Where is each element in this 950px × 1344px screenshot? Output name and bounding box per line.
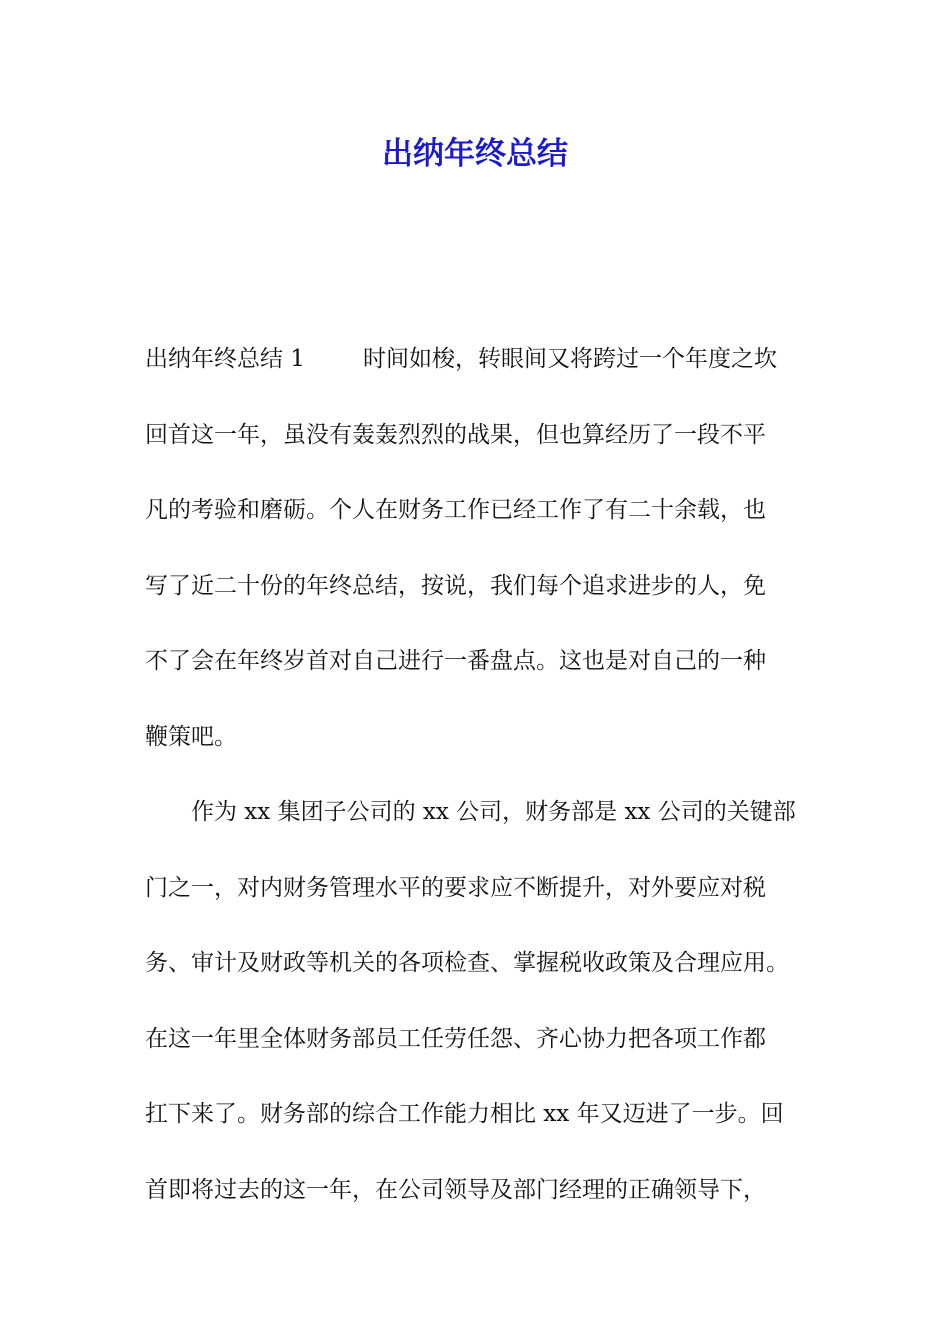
text-line: 门之一，对内财务管理水平的要求应不断提升，对外要应对税 (145, 874, 766, 901)
text-line: 扛下来了。财务部的综合工作能力相比 xx 年又迈进了一步。回 (145, 1101, 784, 1127)
paragraph-1 (145, 322, 820, 775)
text-line: 凡的考验和磨砺。个人在财务工作已经工作了有二十余载，也 (145, 497, 766, 523)
text-line: 写了近二十份的年终总结，按说，我们每个追求进步的人，免 (145, 572, 766, 599)
paragraph-2 (145, 775, 820, 1228)
text-line-content: 作为 xx 集团子公司的 xx 公司，财务部是 xx 公司的关键部 (191, 799, 796, 825)
text-line: 回首这一年，虽没有轰轰烈烈的战果，但也算经历了一段不平 (145, 421, 766, 448)
section-heading: 出纳年终总结 1 (145, 346, 305, 372)
document-title: 出纳年终总结 (382, 136, 568, 172)
text-line: 务、审计及财政等机关的各项检查、掌握税收政策及合理应用。 (145, 950, 789, 976)
text-line-content: 时间如梭，转眼间又将跨过一个年度之坎 (362, 346, 777, 372)
text-line (145, 322, 820, 398)
text-line: 鞭策吧。 (145, 723, 237, 750)
text-line: 在这一年里全体财务部员工任劳任怨、齐心协力把各项工作都 (145, 1025, 766, 1052)
text-line (145, 775, 820, 851)
text-line: 首即将过去的这一年，在公司领导及部门经理的正确领导下， (145, 1176, 766, 1203)
text-line: 不了会在年终岁首对自己进行一番盘点。这也是对自己的一种 (145, 648, 766, 674)
